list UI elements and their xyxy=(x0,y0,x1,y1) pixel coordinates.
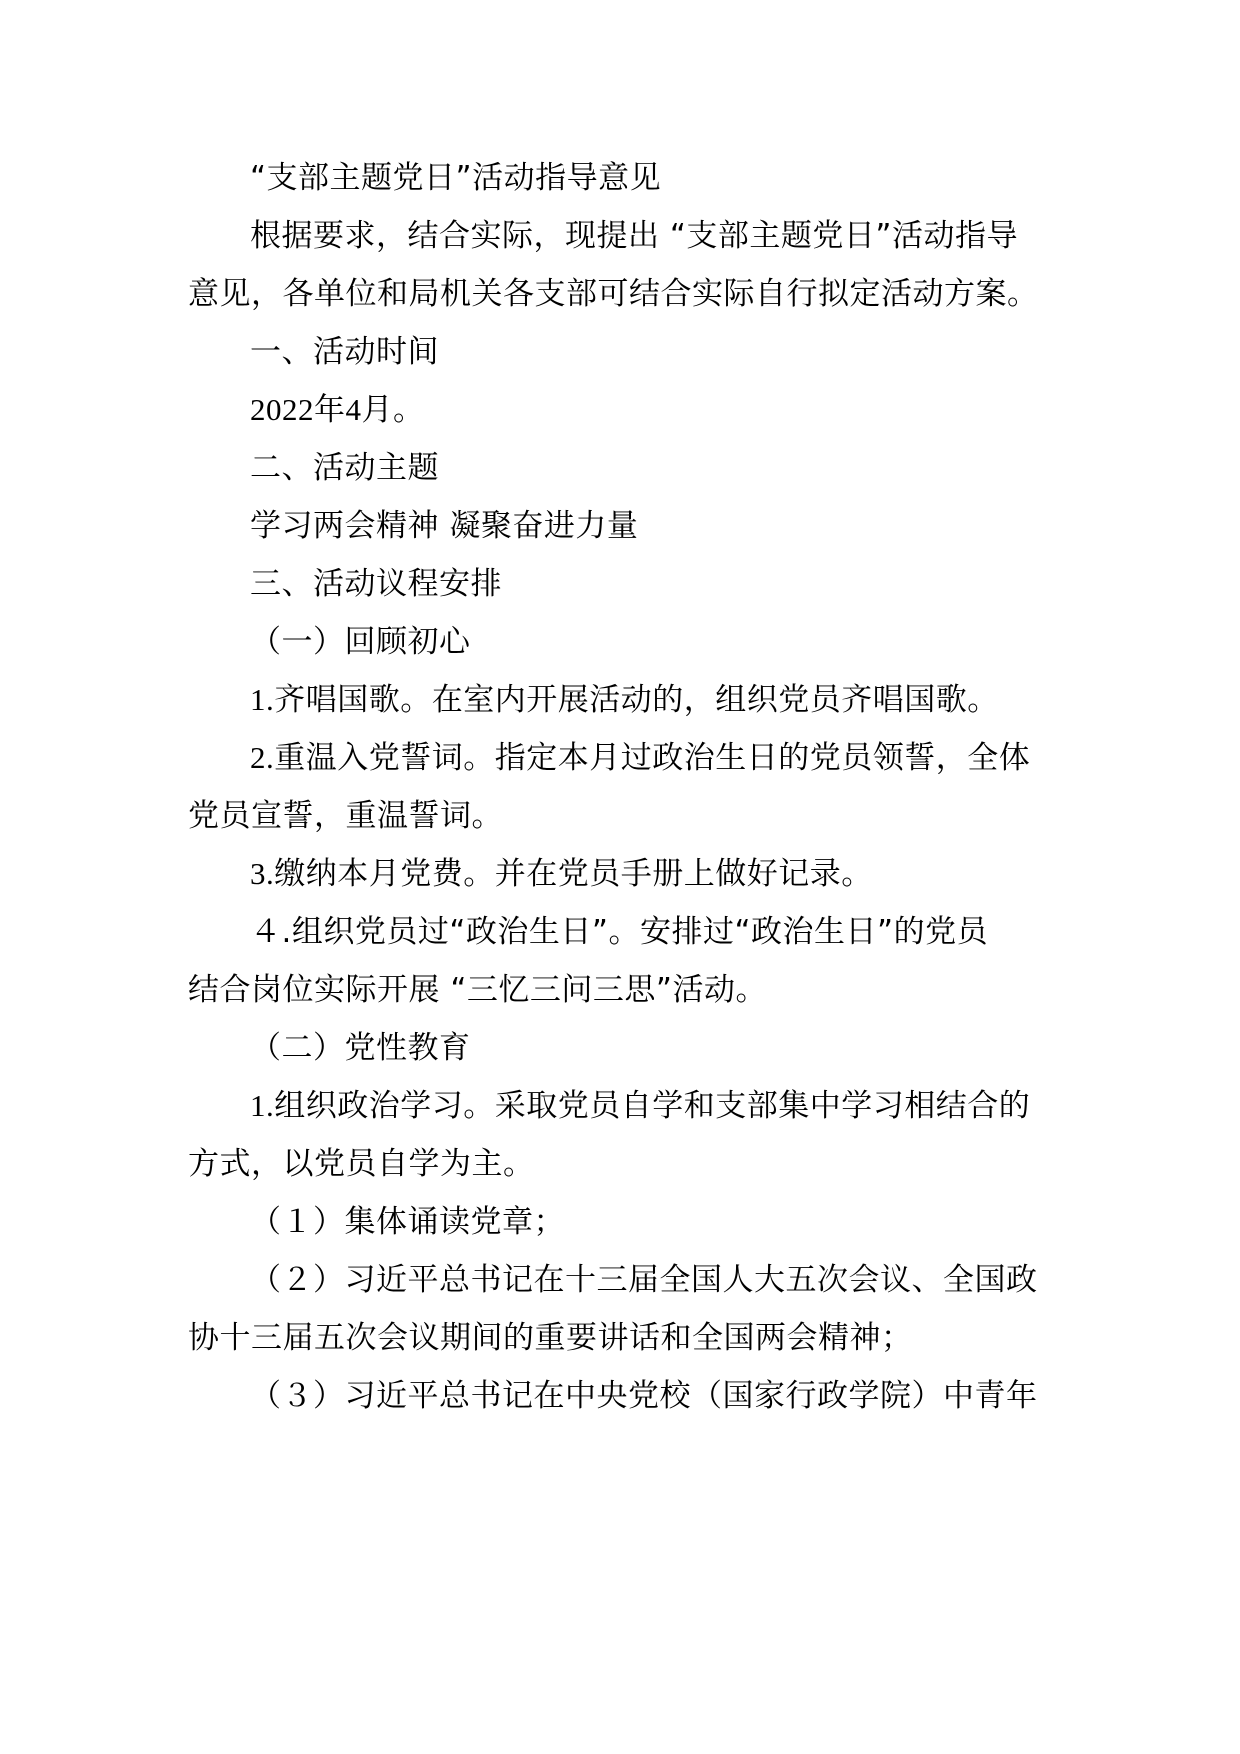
item-1-3 xyxy=(250,854,873,894)
section-2-theme: 学习两会精神 凝聚奋进力量 xyxy=(250,508,639,544)
item-2-1-line-1 xyxy=(250,1086,1030,1126)
item-text: 齐唱国歌。在室内开展活动的，组织党员齐唱国歌。 xyxy=(274,682,999,718)
section-1-heading: 一、活动时间 xyxy=(250,334,439,370)
item-1-2-line-2: 党员宣誓，重温誓词。 xyxy=(188,798,503,834)
subsection-1-heading: （一）回顾初心 xyxy=(250,624,471,660)
section-2-heading: 二、活动主题 xyxy=(250,450,439,486)
item-2-1-line-2: 方式，以党员自学为主。 xyxy=(188,1146,535,1182)
item-2-1-b-line-2: 协十三届五次会议期间的重要讲话和全国两会精神； xyxy=(188,1320,913,1356)
item-number: 3. xyxy=(250,856,275,891)
intro-paragraph-line-2: 意见，各单位和局机关各支部可结合实际自行拟定活动方案。 xyxy=(188,276,1039,312)
item-text: 组织政治学习。采取党员自学和支部集中学习相结合的 xyxy=(274,1088,1031,1124)
document-title: “支部主题党日”活动指导意见 xyxy=(250,160,662,196)
item-number: 1. xyxy=(250,1088,275,1123)
item-number: 2. xyxy=(250,740,275,775)
item-2-1-b-line-1: （２）习近平总书记在十三届全国人大五次会议、全国政 xyxy=(250,1262,1038,1298)
item-number: 1. xyxy=(250,682,275,717)
item-1-4-line-1: ４.组织党员过“政治生日”。安排过“政治生日”的党员 xyxy=(250,914,989,950)
item-1-2-line-1 xyxy=(250,738,1030,778)
section-1-date xyxy=(250,390,425,430)
item-2-1-a: （１）集体诵读党章； xyxy=(250,1204,565,1240)
item-2-1-c-line-1: （３）习近平总书记在中央党校（国家行政学院）中青年 xyxy=(250,1378,1038,1414)
date-year: 2022 xyxy=(250,392,314,427)
item-1-1 xyxy=(250,680,999,720)
item-text: 重温入党誓词。指定本月过政治生日的党员领誓，全体 xyxy=(274,740,1031,776)
date-month-unit: 月。 xyxy=(361,392,425,428)
date-month: 4 xyxy=(345,392,362,427)
item-1-4-line-2: 结合岗位实际开展 “三忆三问三思”活动。 xyxy=(188,972,767,1008)
item-text: 缴纳本月党费。并在党员手册上做好记录。 xyxy=(274,856,873,892)
intro-paragraph-line-1: 根据要求，结合实际，现提出 “支部主题党日”活动指导 xyxy=(250,218,1018,254)
subsection-2-heading: （二）党性教育 xyxy=(250,1030,471,1066)
section-3-heading: 三、活动议程安排 xyxy=(250,566,502,602)
date-year-unit: 年 xyxy=(314,392,346,428)
